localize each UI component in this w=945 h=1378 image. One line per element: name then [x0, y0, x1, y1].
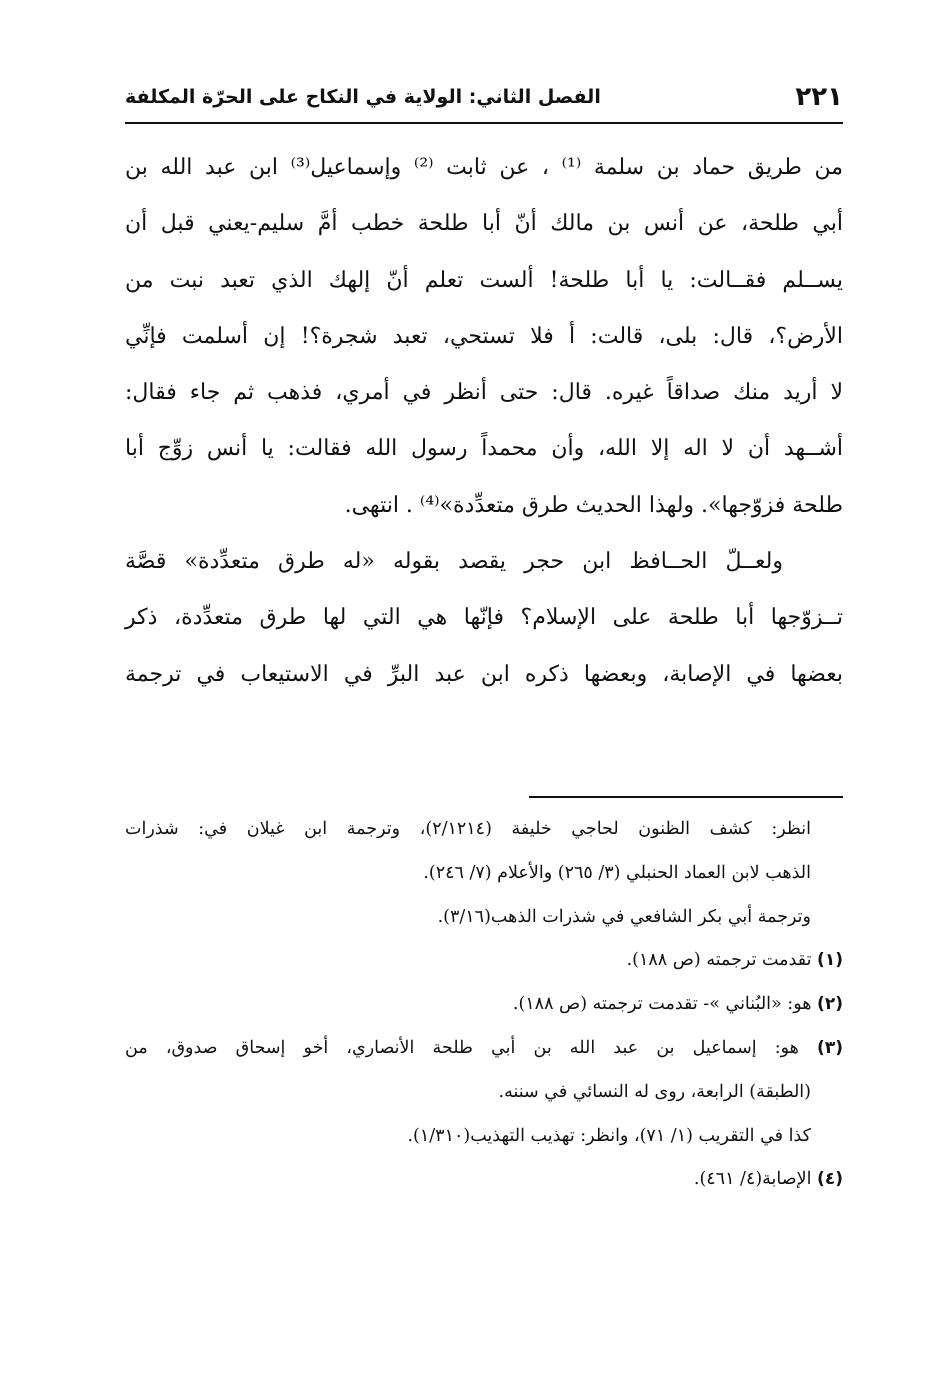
body-line: من طريق حماد بن سلمة ⁽¹⁾ ، عن ثابت ⁽²⁾ وإسماعيل⁽³⁾ ابن عبد الله بن: [125, 155, 843, 180]
footnote-continuation-line: انظر: كشف الظنون لحاجي خليفة (٢/١٢١٤)، وترجمة ابن غيلان في: شذرات: [125, 819, 811, 839]
body-line: طلحة فزوّجها». ولهذا الحديث طرق متعدِّدة»⁽⁴⁾ . انتهى.: [344, 492, 843, 518]
footnote-2: [125, 983, 843, 1027]
body-line: الأرض؟، قال: بلى، قالت: أ فلا تستحي، تعبد شجرة؟! إن أسلمت فإنِّي: [125, 323, 843, 349]
footnotes: [125, 808, 843, 1202]
footnote-1: [125, 939, 843, 983]
page-number: ٢٢١: [795, 82, 843, 112]
body-line: يســلم فقــالت: يا أبا طلحة! ألست تعلم أنّ إلهك الذي تعبد نبت من: [125, 267, 843, 293]
footnote-continuation-line: وترجمة أبي بكر الشافعي في شذرات الذهب(٣/١٦).: [437, 906, 811, 927]
footnote-continuation-line: الذهب لابن العماد الحنبلي (٣/ ٢٦٥) والأعلام (٧/ ٢٤٦).: [423, 862, 811, 883]
footnote-number: (٣): [817, 1037, 843, 1058]
body-line: لا أريد منك صداقاً غيره. قال: حتى أنظر في أمري، فذهب ثم جاء فقال:: [125, 380, 843, 406]
footnote-separator: [529, 796, 843, 798]
body-line: تــزوّجها أبا طلحة على الإسلام؟ فإنّها هي التي لها طرق متعدِّدة، ذكر: [125, 605, 843, 631]
footnote-number: (٢): [817, 994, 843, 1015]
footnote-number: (٤): [817, 1169, 843, 1190]
footnote-text: تقدمت ترجمته (ص ١٨٨).: [626, 950, 812, 971]
footnote-text: هو: إسماعيل بن عبد الله بن أبي طلحة الأنصاري، أخو إسحاق صدوق، من: [125, 1037, 799, 1058]
footnote-text: هو: «البُناني »- تقدمت ترجمته (ص ١٨٨).: [512, 994, 812, 1015]
footnote-number: (١): [817, 950, 843, 971]
body-line: بعضها في الإصابة، وبعضها ذكره ابن عبد البرِّ في الاستيعاب في ترجمة: [125, 661, 843, 687]
running-header: [125, 80, 843, 124]
chapter-title: الفصل الثاني: الولاية في النكاح على الحرّة المكلفة: [125, 86, 601, 108]
body-line: ولعــلّ الحــافظ ابن حجر يقصد بقوله «له طرق متعدِّدة» قصَّة: [125, 549, 783, 575]
footnote-3: [125, 1027, 843, 1071]
main-text: [125, 140, 843, 703]
footnote-text: الإصابة(٤/ ٤٦١).: [693, 1169, 812, 1190]
body-line: أبي طلحة، عن أنس بن مالك أنّ أبا طلحة خطب أمَّ سليم-يعني قبل أن: [125, 211, 843, 237]
footnote-text-line: كذا في التقريب (١/ ٧١)، وانظر: تهذيب التهذيب(١/٣١٠).: [407, 1125, 811, 1146]
body-line: أشــهد أن لا اله إلا الله، وأن محمداً رسول الله فقالت: يا أنس زوِّج أبا: [125, 436, 843, 462]
footnote-4: [125, 1158, 843, 1202]
footnote-text-line: (الطبقة) الرابعة، روى له النسائي في سننه.: [498, 1081, 811, 1102]
